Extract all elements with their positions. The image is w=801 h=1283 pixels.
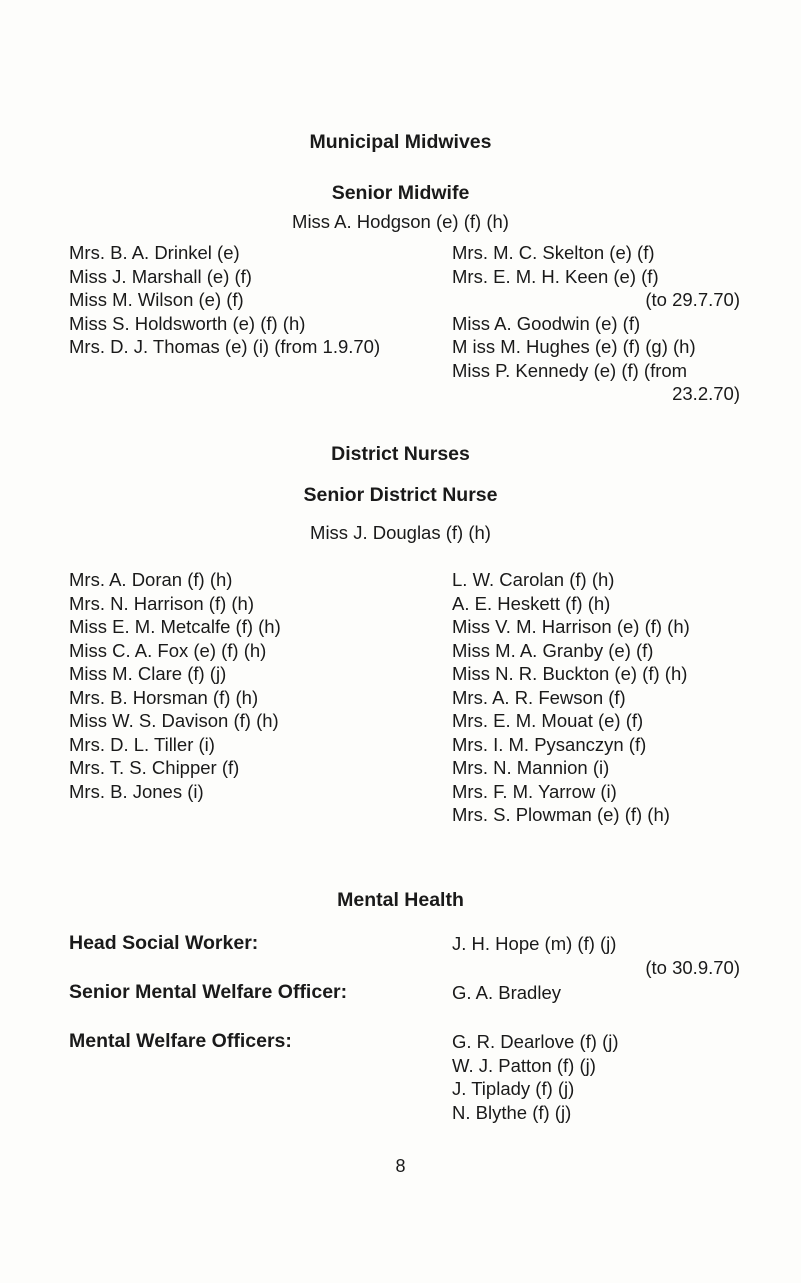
list-item: Mrs. F. M. Yarrow (i): [452, 780, 617, 802]
list-item: Miss M. Wilson (e) (f): [69, 289, 244, 310]
list-item: L. W. Carolan (f) (h): [452, 569, 615, 590]
senior-mwo-name: G. A. Bradley: [452, 982, 561, 1003]
list-item: Mrs. E. M. H. Keen (e) (f): [452, 265, 659, 287]
senior-midwife-heading: Senior Midwife: [331, 182, 470, 204]
list-item: Miss M. Clare (f) (j): [69, 663, 227, 684]
nurses-right-list: [452, 568, 690, 827]
list-item: Miss W. S. Davison (f) (h): [69, 710, 279, 731]
list-item-note: (to 29.7.70): [645, 289, 740, 310]
list-item: A. E. Heskett (f) (h): [452, 592, 611, 614]
midwives-title: Municipal Midwives: [309, 131, 492, 153]
mwo-list: [452, 1030, 619, 1124]
list-item: W. J. Patton (f) (j): [452, 1054, 596, 1076]
list-item-note: 23.2.70): [672, 383, 740, 404]
list-item: N. Blythe (f) (j): [452, 1101, 572, 1123]
head-social-worker-name: J. H. Hope (m) (f) (j): [452, 933, 617, 954]
list-item: Mrs. E. M. Mouat (e) (f): [452, 710, 644, 731]
list-item: Miss E. M. Metcalfe (f) (h): [69, 616, 281, 637]
midwives-left-list: [69, 241, 380, 359]
senior-nurse-heading: Senior District Nurse: [303, 484, 498, 506]
list-item: Mrs. S. Plowman (e) (f) (h): [452, 804, 670, 825]
page-number: 8: [395, 1156, 406, 1176]
list-item: Mrs. T. S. Chipper (f): [69, 757, 240, 778]
list-item: Miss J. Marshall (e) (f): [69, 265, 252, 287]
list-item: Mrs. N. Mannion (i): [452, 757, 610, 778]
list-item: Mrs. I. M. Pysanczyn (f): [452, 733, 647, 755]
list-item: Mrs. B. A. Drinkel (e): [69, 242, 240, 263]
list-item: Miss P. Kennedy (e) (f) (from: [452, 359, 688, 381]
list-item: Miss M. A. Granby (e) (f): [452, 639, 654, 661]
list-item: Mrs. M. C. Skelton (e) (f): [452, 242, 655, 263]
nurses-left-list: [69, 568, 281, 803]
list-item: Mrs. B. Horsman (f) (h): [69, 686, 259, 708]
list-item: Mrs. N. Harrison (f) (h): [69, 592, 254, 614]
senior-nurse-name: Miss J. Douglas (f) (h): [310, 522, 491, 543]
head-social-worker-block: [452, 932, 740, 979]
list-item: Mrs. D. L. Tiller (i): [69, 733, 215, 755]
list-item: Miss C. A. Fox (e) (f) (h): [69, 639, 267, 661]
midwives-right-list: [452, 241, 740, 406]
list-item: M iss M. Hughes (e) (f) (g) (h): [452, 336, 696, 357]
list-item: Mrs. D. J. Thomas (e) (i) (from 1.9.70): [69, 336, 381, 357]
mental-health-title: Mental Health: [337, 889, 464, 911]
list-item: Mrs. A. Doran (f) (h): [69, 569, 233, 590]
list-item: Miss S. Holdsworth (e) (f) (h): [69, 312, 306, 334]
list-item: Mrs. B. Jones (i): [69, 780, 204, 802]
list-item: Mrs. A. R. Fewson (f): [452, 686, 626, 708]
list-item: Miss A. Goodwin (e) (f): [452, 312, 641, 334]
head-social-worker-note: (to 30.9.70): [645, 956, 740, 978]
senior-midwife-name: Miss A. Hodgson (e) (f) (h): [292, 211, 509, 232]
list-item: Miss V. M. Harrison (e) (f) (h): [452, 616, 690, 637]
head-social-worker-label: Head Social Worker:: [69, 932, 259, 954]
mwo-label: Mental Welfare Officers:: [69, 1030, 292, 1052]
nurses-title: District Nurses: [331, 443, 470, 465]
list-item: G. R. Dearlove (f) (j): [452, 1031, 619, 1052]
list-item: Miss N. R. Buckton (e) (f) (h): [452, 663, 688, 684]
senior-mwo-label: Senior Mental Welfare Officer:: [69, 981, 348, 1003]
list-item: J. Tiplady (f) (j): [452, 1078, 575, 1099]
